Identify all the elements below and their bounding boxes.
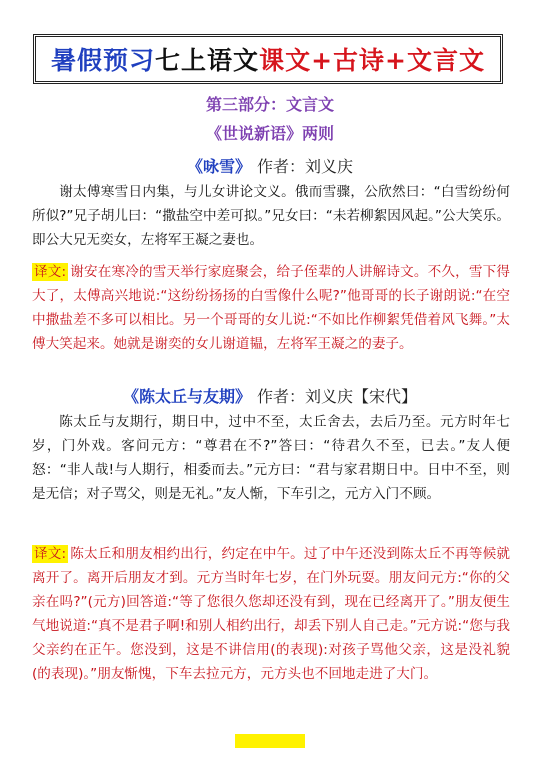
story2-translation-label: 译文: [34,546,67,562]
title-part-grade: 七上语文 [155,46,260,75]
section-subheading: 《世说新语》两则 [205,124,334,143]
story2-translation-text: 陈太丘和朋友相约出行，约定在中午。过了中午还没到陈太丘不再等候就离开了。离开后朋友才到。元方当时年七岁，在门外玩耍。朋友问元方:“你的父亲在吗?”(元方)回答道:“等了您很久您却还没有到，现在已经离开了。”朋友便生气地说道:“真不是君子啊!和别人相约出行，却丢下别人自己走。”元方说:“您与我父亲约在正午。您没到，这是不讲信用(的表现):对孩子骂他父亲，这是没礼貌(的表现)。”朋友惭愧，下车去拉元方，元方头也不回地走进了大门。 [32,546,510,682]
story2-translation [32,542,510,686]
story1-heading [0,154,540,177]
story1-title: 《咏雪》 [186,157,251,176]
story2-heading [0,384,540,407]
story2-title: 《陈太丘与友期》 [122,387,251,406]
story1-original-text: 谢太傅寒雪日内集，与儿女讲论文义。俄而雪骤，公欣然曰：“白雪纷纷何所似?”兄子胡儿曰：“撒盐空中差可拟。”兄女曰：“未若柳絮因风起。”公大笑乐。即公大兄无奕女，左将军王凝之妻也。 [32,184,510,248]
title-part-content: 课文+古诗+文言文 [259,46,485,75]
section-heading: 第三部分：文言文 [205,95,334,114]
story1-translation [32,260,510,356]
document-title [33,34,503,84]
story2-author: 作者：刘义庆【宋代】 [257,387,418,406]
footer-highlight-bar [235,734,305,748]
story1-author: 作者：刘义庆 [257,157,354,176]
story1-translation-label: 译文: [34,264,67,280]
story1-translation-text: 谢安在寒冷的雪天举行家庭聚会，给子侄辈的人讲解诗文。不久，雪下得大了，太傅高兴地说:“这纷纷扬扬的白雪像什么呢?”他哥哥的长子谢朗说:“在空中撒盐差不多可以相比。另一个哥哥的女儿说:“不如比作柳絮凭借着风飞舞。”太傅大笑起来。她就是谢奕的女儿谢道韫，左将军王凝之的妻子。 [32,264,510,352]
title-part-preview: 暑假预习 [51,46,156,75]
story2-original-text: 陈太丘与友期行，期日中，过中不至，太丘舍去，去后乃至。元方时年七岁，门外戏。客问元方：“尊君在不?”答曰：“待君久不至，已去。”友人便怒：“非人哉!与人期行，相委而去。”元方曰：“君与家君期日中。日中不至，则是无信；对子骂父，则是无礼。”友人惭，下车引之，元方入门不顾。 [32,414,510,502]
